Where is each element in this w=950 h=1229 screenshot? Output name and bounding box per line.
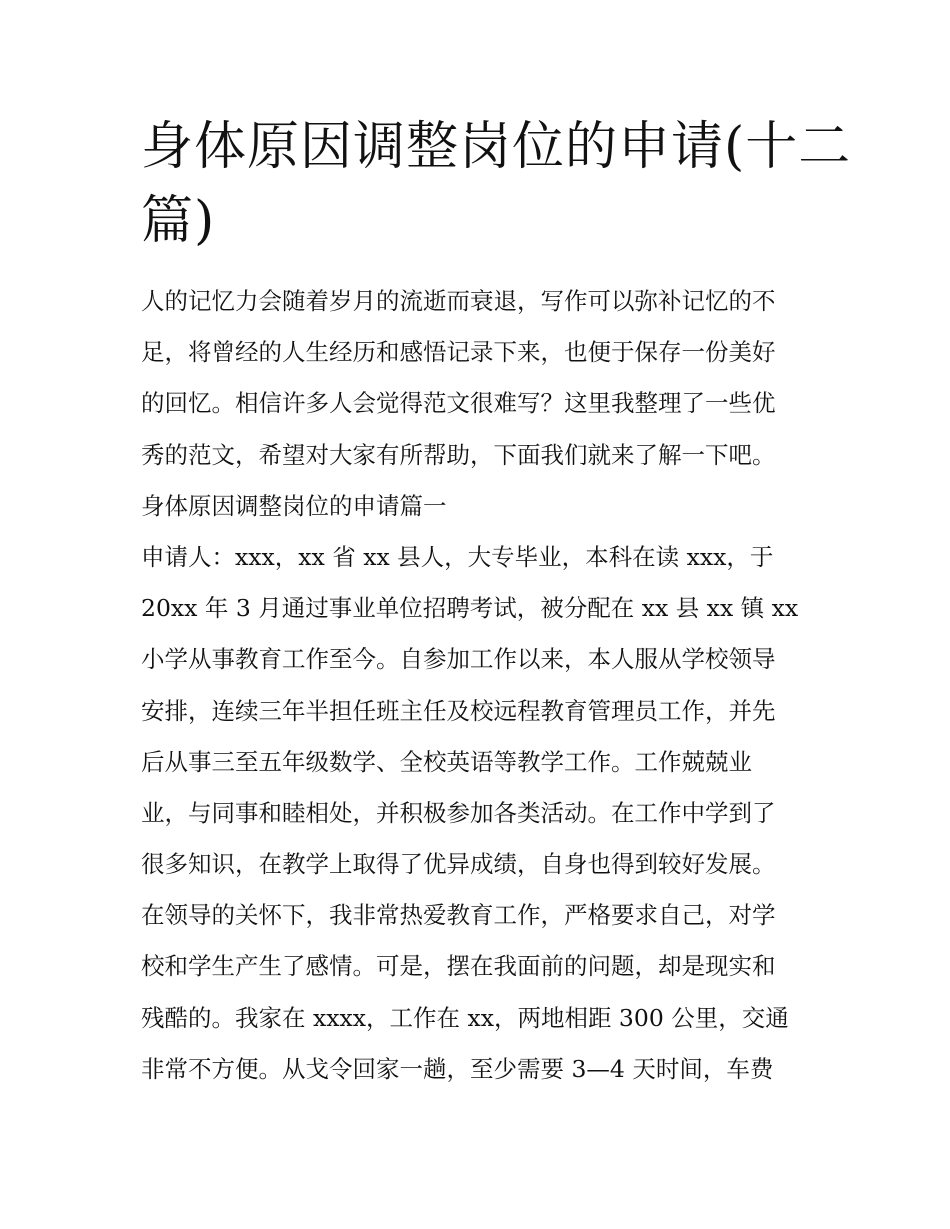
intro-line: 足，将曾经的人生经历和感悟记录下来，也便于保存一份美好 [141,338,776,367]
intro-line: 秀的范文，希望对大家有所帮助，下面我们就来了解一下吧。 [141,440,776,469]
paragraph-line: 业，与同事和睦相处，并积极参加各类活动。在工作中学到了 [141,798,776,827]
paragraph-line: 申请人：xxx，xx 省 xx 县人，大专毕业，本科在读 xxx，于 [141,542,774,571]
title-line: 篇) [141,191,216,251]
paragraph-line: 20xx 年 3 月通过事业单位招聘考试，被分配在 xx 县 xx 镇 xx [141,594,799,623]
title-line: 身体原因调整岗位的申请(十二 [141,117,852,177]
paragraph-line: 在领导的关怀下，我非常热爱教育工作，严格要求自己，对学 [141,901,776,930]
paragraph-line: 后从事三至五年级数学、全校英语等教学工作。工作兢兢业 [141,747,752,776]
document-title [141,110,852,258]
paragraph-line: 很多知识，在教学上取得了优异成绩，自身也得到较好发展。 [141,850,776,879]
paragraph-line: 校和学生产生了感情。可是，摆在我面前的问题，却是现实和 [141,952,776,981]
intro-line: 的回忆。相信许多人会觉得范文很难写？这里我整理了一些优 [141,389,776,418]
document-body [141,276,821,1095]
paragraph-line: 安排，连续三年半担任班主任及校远程教育管理员工作，并先 [141,696,776,725]
paragraph-line: 小学从事教育工作至今。自参加工作以来，本人服从学校领导 [141,645,776,674]
paragraph-line: 非常不方便。从戈令回家一趟，至少需要 3—4 天时间，车费 [141,1054,774,1083]
paragraph-line: 残酷的。我家在 xxxx，工作在 xx，两地相距 300 公里，交通 [141,1003,789,1032]
intro-line: 人的记忆力会随着岁月的流逝而衰退，写作可以弥补记忆的不 [141,287,776,315]
section-heading: 身体原因调整岗位的申请篇一 [141,491,447,520]
